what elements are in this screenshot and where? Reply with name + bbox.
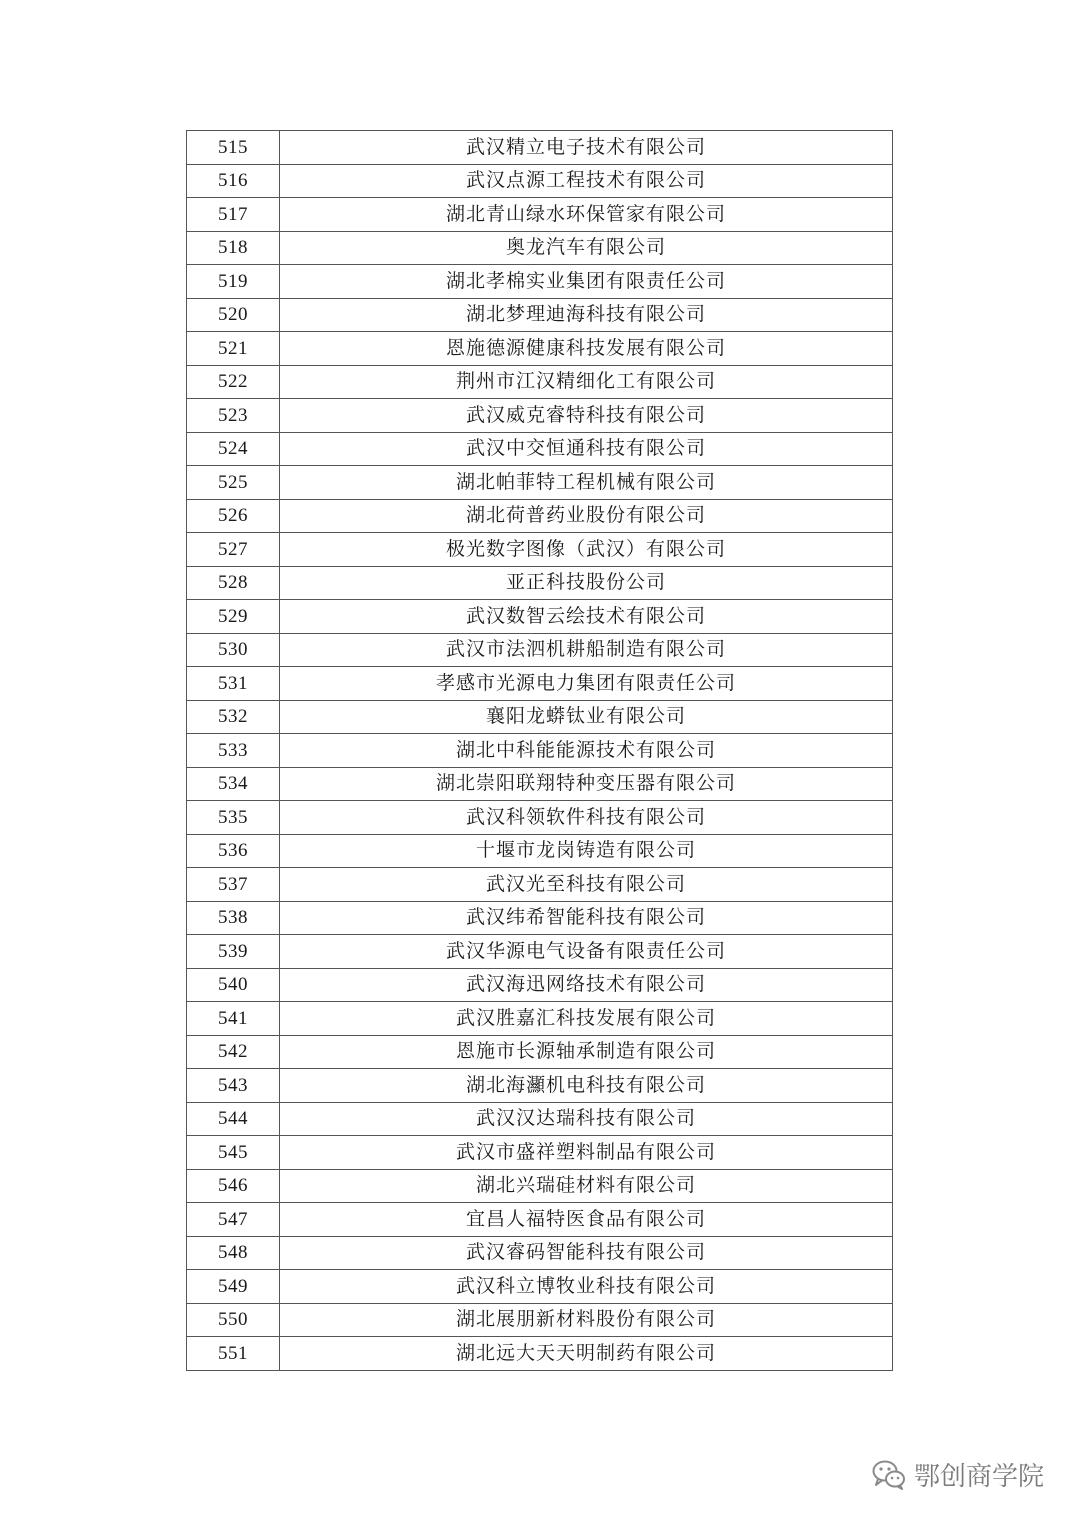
row-number: 527 bbox=[187, 533, 280, 567]
row-number: 520 bbox=[187, 298, 280, 332]
company-name: 恩施市长源轴承制造有限公司 bbox=[280, 1035, 893, 1069]
row-number: 521 bbox=[187, 332, 280, 366]
row-number: 549 bbox=[187, 1270, 280, 1304]
company-list-body bbox=[187, 131, 893, 1371]
company-name: 恩施德源健康科技发展有限公司 bbox=[280, 332, 893, 366]
company-name: 十堰市龙岗铸造有限公司 bbox=[280, 834, 893, 868]
table-row bbox=[187, 868, 893, 902]
table-row bbox=[187, 1169, 893, 1203]
company-name: 武汉数智云绘技术有限公司 bbox=[280, 600, 893, 634]
company-name: 武汉科领软件科技有限公司 bbox=[280, 801, 893, 835]
row-number: 548 bbox=[187, 1236, 280, 1270]
row-number: 522 bbox=[187, 365, 280, 399]
table-row bbox=[187, 265, 893, 299]
table-row bbox=[187, 332, 893, 366]
company-name: 武汉威克睿特科技有限公司 bbox=[280, 399, 893, 433]
row-number: 515 bbox=[187, 131, 280, 165]
table-row bbox=[187, 901, 893, 935]
company-name: 湖北青山绿水环保管家有限公司 bbox=[280, 198, 893, 232]
watermark bbox=[872, 1456, 1044, 1493]
table-row bbox=[187, 1002, 893, 1036]
table-row bbox=[187, 1303, 893, 1337]
company-name: 武汉华源电气设备有限责任公司 bbox=[280, 935, 893, 969]
row-number: 547 bbox=[187, 1203, 280, 1237]
row-number: 534 bbox=[187, 767, 280, 801]
row-number: 535 bbox=[187, 801, 280, 835]
company-name: 武汉汉达瑞科技有限公司 bbox=[280, 1102, 893, 1136]
row-number: 539 bbox=[187, 935, 280, 969]
row-number: 541 bbox=[187, 1002, 280, 1036]
company-name: 武汉中交恒通科技有限公司 bbox=[280, 432, 893, 466]
table-row bbox=[187, 1102, 893, 1136]
row-number: 524 bbox=[187, 432, 280, 466]
table-row bbox=[187, 767, 893, 801]
table-row bbox=[187, 633, 893, 667]
row-number: 518 bbox=[187, 231, 280, 265]
wechat-icon bbox=[872, 1460, 906, 1490]
table-row bbox=[187, 164, 893, 198]
table-row bbox=[187, 399, 893, 433]
company-name: 襄阳龙蟒钛业有限公司 bbox=[280, 700, 893, 734]
table-row bbox=[187, 231, 893, 265]
company-name: 湖北梦理迪海科技有限公司 bbox=[280, 298, 893, 332]
table-row bbox=[187, 432, 893, 466]
company-name: 武汉市盛祥塑料制品有限公司 bbox=[280, 1136, 893, 1170]
company-name: 武汉胜嘉汇科技发展有限公司 bbox=[280, 1002, 893, 1036]
row-number: 543 bbox=[187, 1069, 280, 1103]
row-number: 544 bbox=[187, 1102, 280, 1136]
row-number: 533 bbox=[187, 734, 280, 768]
company-name: 武汉科立博牧业科技有限公司 bbox=[280, 1270, 893, 1304]
row-number: 517 bbox=[187, 198, 280, 232]
row-number: 516 bbox=[187, 164, 280, 198]
company-name: 武汉市法泗机耕船制造有限公司 bbox=[280, 633, 893, 667]
table-row bbox=[187, 131, 893, 165]
company-name: 武汉光至科技有限公司 bbox=[280, 868, 893, 902]
row-number: 529 bbox=[187, 600, 280, 634]
table-row bbox=[187, 499, 893, 533]
company-name: 奥龙汽车有限公司 bbox=[280, 231, 893, 265]
table-row bbox=[187, 198, 893, 232]
table-row bbox=[187, 566, 893, 600]
row-number: 528 bbox=[187, 566, 280, 600]
table-row bbox=[187, 466, 893, 500]
company-name: 湖北展朋新材料股份有限公司 bbox=[280, 1303, 893, 1337]
company-name: 武汉点源工程技术有限公司 bbox=[280, 164, 893, 198]
table-row bbox=[187, 1337, 893, 1371]
company-name: 湖北海灦机电科技有限公司 bbox=[280, 1069, 893, 1103]
table-row bbox=[187, 801, 893, 835]
table-row bbox=[187, 298, 893, 332]
company-name: 湖北帕菲特工程机械有限公司 bbox=[280, 466, 893, 500]
table-row bbox=[187, 700, 893, 734]
table-row bbox=[187, 734, 893, 768]
table-row bbox=[187, 1270, 893, 1304]
company-name: 湖北兴瑞硅材料有限公司 bbox=[280, 1169, 893, 1203]
row-number: 545 bbox=[187, 1136, 280, 1170]
row-number: 525 bbox=[187, 466, 280, 500]
row-number: 550 bbox=[187, 1303, 280, 1337]
company-list-table bbox=[186, 130, 893, 1371]
table-row bbox=[187, 1136, 893, 1170]
company-name: 武汉海迅网络技术有限公司 bbox=[280, 968, 893, 1002]
row-number: 532 bbox=[187, 700, 280, 734]
company-name: 武汉纬希智能科技有限公司 bbox=[280, 901, 893, 935]
company-name: 孝感市光源电力集团有限责任公司 bbox=[280, 667, 893, 701]
row-number: 542 bbox=[187, 1035, 280, 1069]
table-row bbox=[187, 533, 893, 567]
table-row bbox=[187, 1203, 893, 1237]
company-name: 荆州市江汉精细化工有限公司 bbox=[280, 365, 893, 399]
company-name: 亚正科技股份公司 bbox=[280, 566, 893, 600]
row-number: 537 bbox=[187, 868, 280, 902]
watermark-text: 鄂创商学院 bbox=[913, 1462, 1044, 1492]
table-row bbox=[187, 1069, 893, 1103]
row-number: 531 bbox=[187, 667, 280, 701]
row-number: 546 bbox=[187, 1169, 280, 1203]
row-number: 540 bbox=[187, 968, 280, 1002]
company-name: 湖北孝棉实业集团有限责任公司 bbox=[280, 265, 893, 299]
table-row bbox=[187, 1236, 893, 1270]
company-name: 湖北远大天天明制药有限公司 bbox=[280, 1337, 893, 1371]
table-row bbox=[187, 834, 893, 868]
company-name: 武汉睿码智能科技有限公司 bbox=[280, 1236, 893, 1270]
row-number: 551 bbox=[187, 1337, 280, 1371]
row-number: 538 bbox=[187, 901, 280, 935]
row-number: 530 bbox=[187, 633, 280, 667]
company-name: 宜昌人福特医食品有限公司 bbox=[280, 1203, 893, 1237]
row-number: 519 bbox=[187, 265, 280, 299]
company-name: 武汉精立电子技术有限公司 bbox=[280, 131, 893, 165]
company-name: 湖北荷普药业股份有限公司 bbox=[280, 499, 893, 533]
table-row bbox=[187, 935, 893, 969]
table-row bbox=[187, 1035, 893, 1069]
row-number: 536 bbox=[187, 834, 280, 868]
company-name: 湖北中科能能源技术有限公司 bbox=[280, 734, 893, 768]
row-number: 526 bbox=[187, 499, 280, 533]
table-row bbox=[187, 968, 893, 1002]
table-row bbox=[187, 365, 893, 399]
table-row bbox=[187, 600, 893, 634]
row-number: 523 bbox=[187, 399, 280, 433]
company-name: 湖北崇阳联翔特种变压器有限公司 bbox=[280, 767, 893, 801]
table-row bbox=[187, 667, 893, 701]
company-name: 极光数字图像（武汉）有限公司 bbox=[280, 533, 893, 567]
